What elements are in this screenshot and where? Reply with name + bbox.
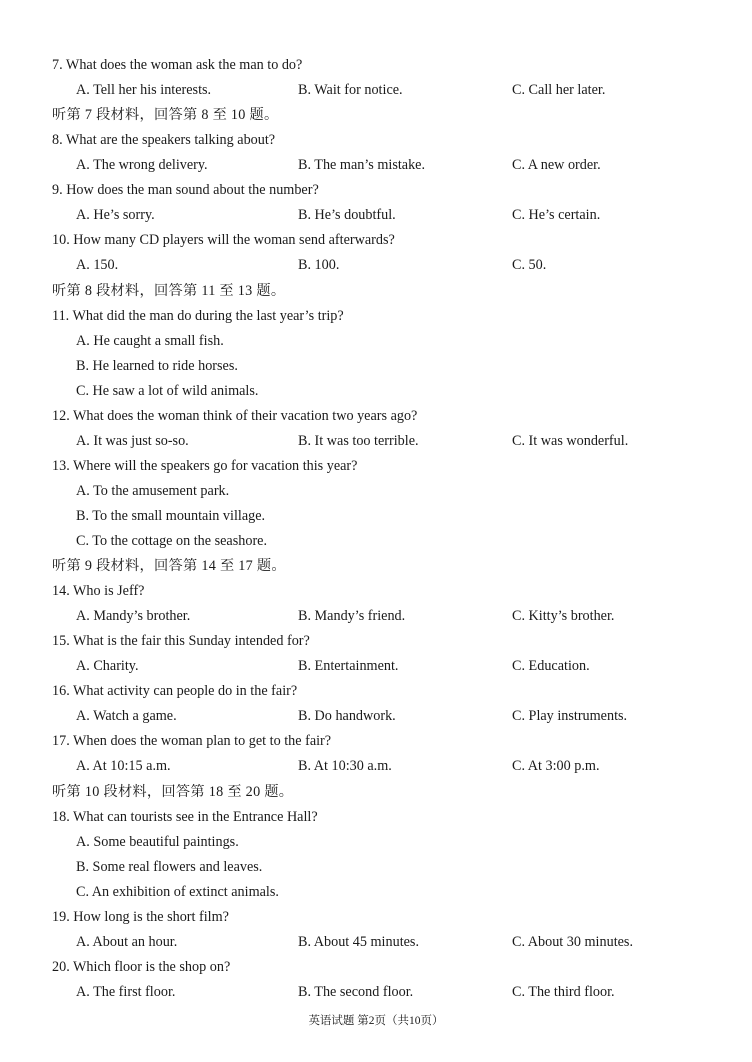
option-b: B. Mandy’s friend. <box>298 608 406 625</box>
option-c: C. About 30 minutes. <box>512 933 633 950</box>
option-b: B. 100. <box>298 257 340 274</box>
question: 10. How many CD players will the woman send afterwards? <box>52 232 395 249</box>
option-row <box>0 355 752 377</box>
option-row <box>0 480 752 502</box>
option: B. Some real flowers and leaves. <box>76 858 263 875</box>
question: 20. Which floor is the shop on? <box>52 958 231 975</box>
option-row <box>0 330 752 352</box>
option-c: C. It was wonderful. <box>512 432 629 449</box>
option: B. He learned to ride horses. <box>76 357 238 374</box>
option-row <box>0 856 752 878</box>
question: 8. What are the speakers talking about? <box>52 132 276 149</box>
option-a: A. The wrong delivery. <box>76 157 208 174</box>
option-b: B. Entertainment. <box>298 658 399 675</box>
option-row <box>0 505 752 527</box>
option-row <box>0 931 752 953</box>
option-row <box>0 755 752 777</box>
option-b: B. Do handwork. <box>298 708 396 725</box>
option-a: A. Tell her his interests. <box>76 82 212 98</box>
option-row <box>0 655 752 677</box>
option-b: B. He’s doubtful. <box>298 207 396 224</box>
option: A. He caught a small fish. <box>76 332 224 349</box>
question: 16. What activity can people do in the fair? <box>52 683 298 700</box>
option-b: B. At 10:30 a.m. <box>298 758 392 775</box>
option-row <box>0 705 752 727</box>
option-b: B. It was too terrible. <box>298 432 419 449</box>
section-instruction: 听第 9 段材料，回答第 14 至 17 题。 <box>52 558 286 574</box>
option-row <box>0 204 752 226</box>
question: 19. How long is the short film? <box>52 908 229 925</box>
option-c: C. Play instruments. <box>512 708 628 725</box>
option: C. He saw a lot of wild animals. <box>76 382 259 399</box>
question: 18. What can tourists see in the Entrance Hall? <box>52 808 318 825</box>
option-row <box>0 981 752 1003</box>
option-row <box>0 831 752 853</box>
question: 9. How does the man sound about the number? <box>52 182 319 199</box>
section-instruction: 听第 8 段材料，回答第 11 至 13 题。 <box>52 282 286 299</box>
question: 15. What is the fair this Sunday intended for? <box>52 633 310 650</box>
option-c: C. Call her later. <box>512 82 606 98</box>
option-a: A. 150. <box>76 257 119 274</box>
option-b: B. About 45 minutes. <box>298 933 419 950</box>
option-a: A. He’s sorry. <box>76 207 155 224</box>
option-c: C. The third floor. <box>512 983 615 1000</box>
option-row <box>0 380 752 402</box>
option-row <box>0 530 752 552</box>
option-a: A. Charity. <box>76 658 139 675</box>
option-a: A. About an hour. <box>76 933 178 950</box>
section-instruction: 听第 10 段材料，回答第 18 至 20 题。 <box>52 783 294 800</box>
question: 12. What does the woman think of their vacation two years ago? <box>52 407 418 424</box>
option: A. To the amusement park. <box>76 482 230 499</box>
option-c: C. A new order. <box>512 157 601 174</box>
option-b: B. The man’s mistake. <box>298 157 426 174</box>
option-c: C. 50. <box>512 257 547 274</box>
option-b: B. The second floor. <box>298 983 414 1000</box>
option-row <box>0 154 752 176</box>
question: 17. When does the woman plan to get to the fair? <box>52 733 332 750</box>
option-row <box>0 79 752 101</box>
option-c: C. Education. <box>512 658 590 675</box>
option-a: A. At 10:15 a.m. <box>76 758 171 775</box>
option-a: A. It was just so-so. <box>76 432 189 449</box>
option: B. To the small mountain village. <box>76 507 266 524</box>
option-a: A. Watch a game. <box>76 708 177 725</box>
section-instruction: 听第 7 段材料，回答第 8 至 10 题。 <box>52 107 279 124</box>
question: 7. What does the woman ask the man to do? <box>52 57 303 73</box>
option-row <box>0 605 752 627</box>
option-b: B. Wait for notice. <box>298 82 403 98</box>
question: 14. Who is Jeff? <box>52 583 145 600</box>
option-a: A. Mandy’s brother. <box>76 608 191 625</box>
page-footer: 英语试题 第2页（共10页） <box>308 1015 444 1027</box>
option: C. An exhibition of extinct animals. <box>76 883 279 900</box>
option-row <box>0 881 752 903</box>
option-row <box>0 430 752 452</box>
option-c: C. At 3:00 p.m. <box>512 758 600 775</box>
option-a: A. The first floor. <box>76 983 176 1000</box>
option-row <box>0 254 752 276</box>
option-c: C. He’s certain. <box>512 207 601 224</box>
question: 13. Where will the speakers go for vacation this year? <box>52 457 358 474</box>
option: A. Some beautiful paintings. <box>76 833 239 850</box>
option: C. To the cottage on the seashore. <box>76 533 268 549</box>
question: 11. What did the man do during the last year’s trip? <box>52 307 344 324</box>
option-c: C. Kitty’s brother. <box>512 608 615 625</box>
